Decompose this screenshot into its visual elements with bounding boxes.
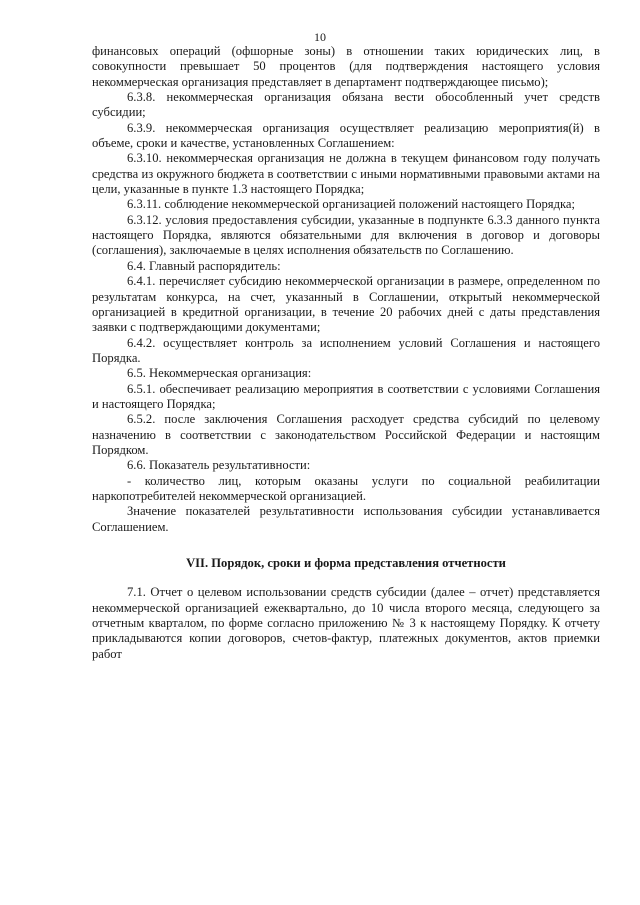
paragraph: 7.1. Отчет о целевом использовании средств субсидии (далее – отчет) представляется некоммерческой организацией ежеквартально, до 10 числа второго месяца, следующего за отчетным кварталом, по форме согласно приложению № 3 к настоящему Порядку. К отчету прикладываются копии договоров, счетов-фактур, платежных документов, актов приемки работ [92, 585, 600, 661]
paragraph: 6.3.8. некоммерческая организация обязана вести обособленный учет средств субсидии; [92, 90, 600, 120]
paragraph: 6.3.10. некоммерческая организация не должна в текущем финансовом году получать средства из окружного бюджета в соответствии с иными нормативными правовыми актами на цели, указанные в пункте 1.3 настоящего Порядка; [92, 151, 600, 197]
paragraph: 6.3.11. соблюдение некоммерческой организацией положений настоящего Порядка; [127, 197, 576, 212]
page-number: 10 [314, 30, 326, 44]
paragraph: 6.4. Главный распорядитель: [127, 258, 281, 273]
paragraph: - количество лиц, которым оказаны услуги по социальной реабилитации наркопотребителей некоммерческой организацией. [92, 473, 600, 503]
paragraph: финансовых операций (офшорные зоны) в отношении таких юридических лиц, в совокупности превышает 50 процентов (для подтверждения настоящего условия некоммерческая организация представляет в департамент подтверждающее письмо); [92, 44, 600, 89]
paragraph: 6.5. Некоммерческая организация: [127, 366, 312, 381]
paragraphs-before-heading [92, 44, 600, 535]
paragraph: 6.5.2. после заключения Соглашения расходует средства субсидий по целевому назначению в соответствии с законодательством Российской Федерации и настоящим Порядком. [92, 412, 600, 457]
paragraph: 6.5.1. обеспечивает реализацию мероприятия в соответствии с условиями Соглашения и настоящего Порядка; [92, 381, 600, 411]
paragraph: 6.6. Показатель результативности: [127, 458, 311, 473]
paragraph: 6.3.9. некоммерческая организация осуществляет реализацию мероприятия(й) в объеме, сроки и качестве, установленных Соглашением: [92, 120, 600, 151]
paragraph: 6.3.12. условия предоставления субсидии, указанные в подпункте 6.3.3 данного пункта настоящего Порядка, являются обязательными для включения в договор и договоры (соглашения), заключаемые в целях исполнения обязательств по Соглашению. [92, 212, 600, 258]
paragraph: Значение показателей результативности использования субсидии устанавливается Соглашением. [92, 504, 600, 534]
paragraphs-after-heading [92, 585, 600, 662]
document-body [92, 44, 600, 662]
paragraph: 6.4.1. перечисляет субсидию некоммерческой организации в размере, определенном по результатам конкурса, на счет, указанный в Соглашении, открытый некоммерческой организацией в кредитной организации, в течение 20 рабочих дней с даты представления заявки с подтверждающими документами; [92, 274, 600, 335]
paragraph: 6.4.2. осуществляет контроль за исполнением условий Соглашения и настоящего Порядка. [92, 335, 600, 365]
section-heading: VII. Порядок, сроки и форма представления отчетности [186, 556, 506, 570]
